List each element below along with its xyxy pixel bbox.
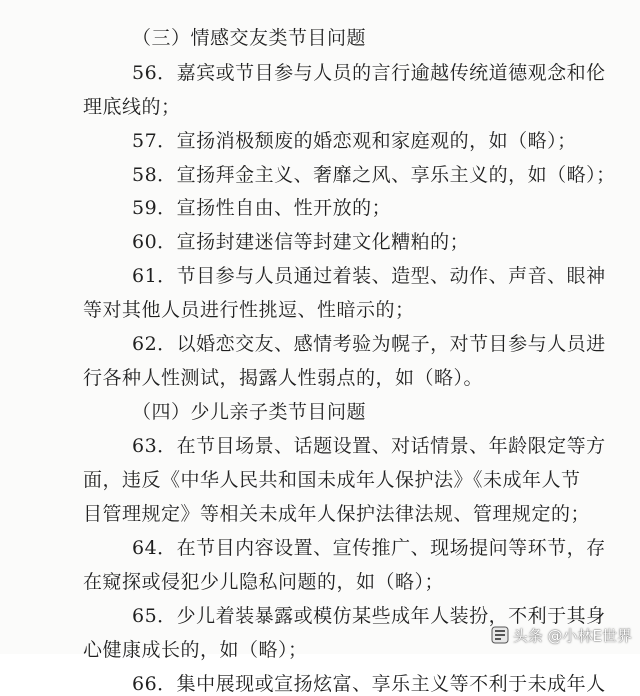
item-63-line3: 目管理规定》等相关未成年人保护法律法规、管理规定的； [83,503,591,525]
item-63-line2: 面，违反《中华人民共和国未成年人保护法》《未成年人节 [83,469,581,491]
item-56-line2: 理底线的； [83,96,181,118]
item-63-line1: 63．在节目场景、话题设置、对话情景、年龄限定等方 [132,435,606,457]
item-57: 57．宣扬消极颓废的婚恋观和家庭观的，如（略）； [132,130,577,152]
item-56-line1: 56．嘉宾或节目参与人员的言行逾越传统道德观念和伦 [132,62,606,84]
section-heading-3: （三）情感交友类节目问题 [132,27,367,49]
item-66-line1: 66．集中展现或宣扬炫富、享乐主义等不利于未成年人 [132,673,606,695]
item-62-line2: 行各种人性测试，揭露人性弱点的，如（略）。 [83,367,484,389]
item-64-line2: 在窥探或侵犯少儿隐私问题的，如（略）； [83,571,445,593]
item-62-line1: 62．以婚恋交友、感情考验为幌子，对节目参与人员进 [132,333,606,355]
item-59: 59．宣扬性自由、性开放的； [132,197,392,219]
watermark [491,622,632,648]
item-60: 60．宣扬封建迷信等封建文化糟粕的； [132,231,470,253]
item-65-line2: 心健康成长的，如（略）； [83,639,308,661]
item-64-line1: 64．在节目内容设置、宣传推广、现场提问等环节，存 [132,537,606,559]
item-61-line2: 等对其他人员进行性挑逗、性暗示的； [83,299,415,321]
item-65-line1: 65．少儿着装暴露或模仿某些成年人装扮，不利于其身 [132,605,606,627]
section-heading-4: （四）少儿亲子类节目问题 [132,401,367,423]
watermark-text: 头条 @小林E世界 [512,626,632,645]
item-61-line1: 61．节目参与人员通过着装、造型、动作、声音、眼神 [132,265,606,287]
toutiao-logo-icon [491,626,509,644]
item-58: 58．宣扬拜金主义、奢靡之风、享乐主义的，如（略）； [132,164,616,186]
